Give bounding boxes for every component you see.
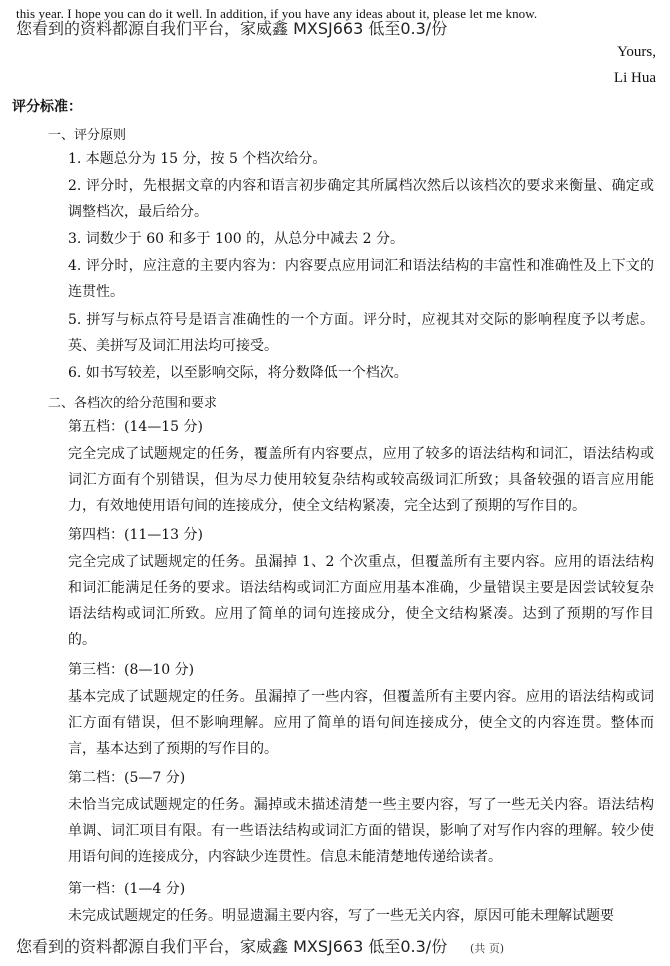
rule-item: 4. 评分时，应注意的主要内容为：内容要点应用词汇和语法结构的丰富性和准确性及上下文的连贯性。: [68, 258, 654, 300]
level-label: 第一档：(1—4 分): [68, 881, 186, 897]
level-label: 第二档：(5—7 分): [68, 770, 186, 786]
header-overlap: [16, 6, 656, 46]
page-title: 评分标准：: [12, 99, 82, 115]
level-description: 完全完成了试题规定的任务。虽漏掉 1、2 个次重点，但覆盖所有主要内容。应用的语法结构和词汇能满足任务的要求。语法结构或词汇方面应用基本准确，少量错误主要是因尝试较复杂语法结构或词汇所致。应用了简单的词句连接成分，使全文结构紧凑。达到了预期的写作目的。: [68, 554, 654, 648]
section2-heading: 二、各档次的给分范围和要求: [48, 396, 218, 411]
letter-last-line: this year. I hope you can do it well. In addition, if you have any ideas about it, please let me know.: [16, 6, 538, 21]
watermark-bottom: 您看到的资料都源自我们平台，家威鑫 MXSJ663 低至0.3/份: [16, 937, 448, 956]
letter-signature: Li Hua: [613, 70, 656, 86]
rule-item: 1. 本题总分为 15 分，按 5 个档次给分。: [68, 151, 327, 167]
level-label: 第五档：(14—15 分): [68, 419, 204, 435]
rule-item: 6. 如书写较差，以至影响交际，将分数降低一个档次。: [68, 365, 408, 381]
letter-closing: Yours,: [617, 44, 656, 60]
level-description: 未恰当完成试题规定的任务。漏掉或未描述清楚一些主要内容，写了一些无关内容。语法结构单调、词汇项目有限。有一些语法结构或词汇方面的错误，影响了对写作内容的理解。较少使用语句间的连接成分，内容缺少连贯性。信息未能清楚地传递给读者。: [68, 797, 654, 865]
level-description: 完全完成了试题规定的任务，覆盖所有内容要点，应用了较多的语法结构和词汇，语法结构或词汇方面有个别错误，但为尽力使用较复杂结构或较高级词汇所致；具备较强的语言应用能力，有效地使用语句间的连接成分，使全文结构紧凑，完全达到了预期的写作目的。: [68, 446, 654, 514]
rule-item: 5. 拼写与标点符号是语言准确性的一个方面。评分时，应视其对交际的影响程度予以考虑。英、美拼写及词汇用法均可接受。: [68, 312, 654, 354]
watermark-top: 您看到的资料都源自我们平台，家威鑫 MXSJ663 低至0.3/份: [16, 19, 448, 38]
page-number: (共 页): [470, 942, 505, 955]
level-description: 基本完成了试题规定的任务。虽漏掉了一些内容，但覆盖所有主要内容。应用的语法结构或词汇方面有错误，但不影响理解。应用了简单的语句间连接成分，使全文的内容连贯。整体而言，基本达到了预期的写作目的。: [68, 689, 654, 757]
level-label: 第四档：(11—13 分): [68, 527, 204, 543]
level-description: 未完成试题规定的任务。明显遗漏主要内容，写了一些无关内容，原因可能未理解试题要: [68, 908, 614, 924]
rule-item: 2. 评分时，先根据文章的内容和语言初步确定其所属档次然后以该档次的要求来衡量、确定或调整档次，最后给分。: [68, 178, 654, 220]
level-label: 第三档：(8—10 分): [68, 662, 195, 678]
rule-item: 3. 词数少于 60 和多于 100 的，从总分中减去 2 分。: [68, 231, 404, 247]
section1-heading: 一、评分原则: [48, 128, 127, 143]
